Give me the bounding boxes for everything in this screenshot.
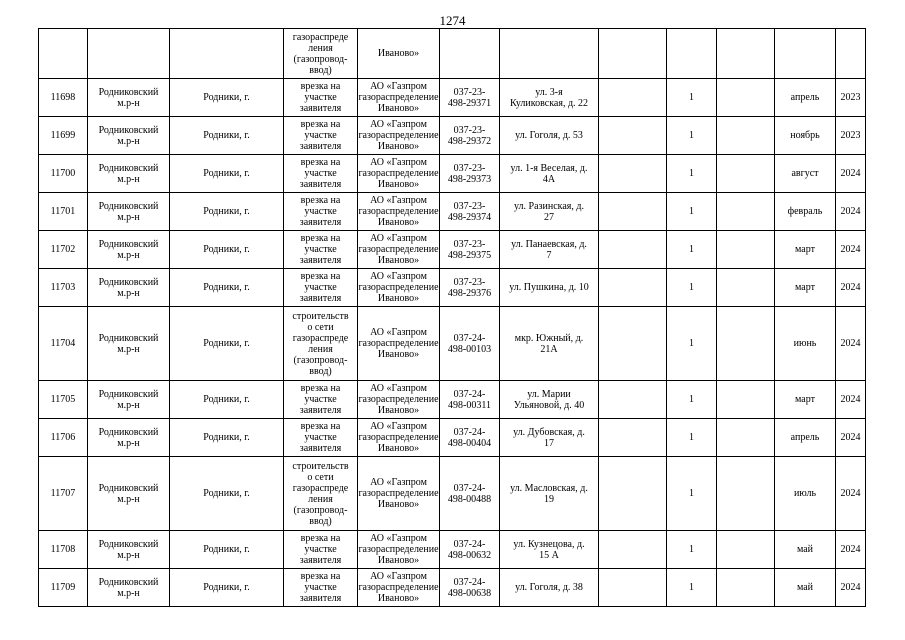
cell-locality xyxy=(170,569,284,607)
address-text: ул. Разинская, д. 27 xyxy=(514,200,584,223)
cell-num xyxy=(39,457,88,531)
cell-month xyxy=(775,531,836,569)
cell-code xyxy=(440,79,500,117)
organization-text: АО «Газпром газораспределение Иваново» xyxy=(358,327,439,360)
code-text: 037-23- 498-29371 xyxy=(447,86,492,109)
month-text: май xyxy=(796,582,814,593)
cell-organization xyxy=(358,155,440,193)
cell-code xyxy=(440,381,500,419)
code-text: 037-24- 498-00632 xyxy=(447,538,492,561)
cell-month xyxy=(775,193,836,231)
address-text: ул. 1-я Веселая, д. 4А xyxy=(510,162,588,185)
cell-num xyxy=(39,155,88,193)
cell-organization xyxy=(358,569,440,607)
code-text: 037-23- 498-29375 xyxy=(447,238,492,261)
cell-organization xyxy=(358,79,440,117)
cell-qty xyxy=(667,381,717,419)
year-text: 2024 xyxy=(840,488,861,499)
cell-organization xyxy=(358,29,440,79)
cell-year xyxy=(836,117,866,155)
cell-qty xyxy=(667,193,717,231)
cell-num xyxy=(39,569,88,607)
cell-district xyxy=(88,457,170,531)
year-text: 2024 xyxy=(840,168,861,179)
cell-year xyxy=(836,307,866,381)
cell-organization xyxy=(358,381,440,419)
cell-qty xyxy=(667,457,717,531)
cell-district xyxy=(88,117,170,155)
cell-empty xyxy=(599,117,667,155)
cell-organization xyxy=(358,457,440,531)
cell-district xyxy=(88,29,170,79)
table-row xyxy=(39,117,866,155)
cell-locality xyxy=(170,307,284,381)
cell-empty xyxy=(717,269,775,307)
cell-month xyxy=(775,307,836,381)
cell-year xyxy=(836,531,866,569)
cell-locality xyxy=(170,381,284,419)
registry-table xyxy=(38,28,866,607)
cell-work-type xyxy=(284,117,358,155)
cell-year xyxy=(836,457,866,531)
cell-empty xyxy=(717,193,775,231)
cell-month xyxy=(775,269,836,307)
work-type-text: врезка на участке заявителя xyxy=(299,421,342,454)
code-text: 037-24- 498-00103 xyxy=(447,332,492,355)
cell-code xyxy=(440,117,500,155)
cell-empty xyxy=(599,269,667,307)
month-text: август xyxy=(791,168,819,179)
num-text: 11702 xyxy=(50,244,76,255)
district-text: Родниковский м.р-н xyxy=(98,162,159,185)
month-text: март xyxy=(795,282,815,293)
work-type-text: врезка на участке заявителя xyxy=(299,233,342,266)
cell-work-type xyxy=(284,79,358,117)
district-text: Родниковский м.р-н xyxy=(98,388,159,411)
month-text: март xyxy=(795,244,815,255)
cell-locality xyxy=(170,531,284,569)
cell-num xyxy=(39,307,88,381)
address-text: ул. Масловская, д. 19 xyxy=(510,482,588,505)
cell-district xyxy=(88,569,170,607)
cell-organization xyxy=(358,531,440,569)
cell-empty xyxy=(599,419,667,457)
cell-district xyxy=(88,193,170,231)
cell-num xyxy=(39,193,88,231)
cell-month xyxy=(775,381,836,419)
district-text: Родниковский м.р-н xyxy=(98,576,159,599)
cell-month xyxy=(775,231,836,269)
cell-work-type xyxy=(284,193,358,231)
address-text: ул. Дубовская, д. 17 xyxy=(513,426,585,449)
district-text: Родниковский м.р-н xyxy=(98,276,159,299)
num-text: 11699 xyxy=(50,130,76,141)
cell-work-type xyxy=(284,269,358,307)
work-type-text: строительств о сети газораспреде ления (газопровод- ввод) xyxy=(292,310,349,377)
cell-district xyxy=(88,79,170,117)
year-text: 2024 xyxy=(840,338,861,349)
cell-qty xyxy=(667,419,717,457)
cell-work-type xyxy=(284,569,358,607)
cell-empty xyxy=(599,231,667,269)
cell-qty xyxy=(667,117,717,155)
cell-code xyxy=(440,419,500,457)
cell-qty xyxy=(667,569,717,607)
cell-year xyxy=(836,79,866,117)
cell-month xyxy=(775,117,836,155)
cell-empty xyxy=(717,117,775,155)
code-text: 037-24- 498-00311 xyxy=(448,388,491,411)
organization-text: АО «Газпром газораспределение Иваново» xyxy=(358,383,439,416)
table-row xyxy=(39,381,866,419)
locality-text: Родники, г. xyxy=(203,168,250,179)
cell-locality xyxy=(170,457,284,531)
qty-text: 1 xyxy=(689,544,694,555)
cell-num xyxy=(39,79,88,117)
district-text: Родниковский м.р-н xyxy=(98,238,159,261)
locality-text: Родники, г. xyxy=(203,394,250,405)
cell-num xyxy=(39,269,88,307)
organization-text: АО «Газпром газораспределение Иваново» xyxy=(358,533,439,566)
qty-text: 1 xyxy=(689,282,694,293)
cell-empty xyxy=(599,193,667,231)
page-number: 1274 xyxy=(439,13,466,28)
cell-num xyxy=(39,531,88,569)
table-row xyxy=(39,155,866,193)
cell-code xyxy=(440,231,500,269)
locality-text: Родники, г. xyxy=(203,282,250,293)
locality-text: Родники, г. xyxy=(203,582,250,593)
cell-address xyxy=(500,381,599,419)
cell-address xyxy=(500,231,599,269)
locality-text: Родники, г. xyxy=(203,338,250,349)
qty-text: 1 xyxy=(689,92,694,103)
cell-address xyxy=(500,193,599,231)
cell-locality xyxy=(170,155,284,193)
organization-text: Иваново» xyxy=(377,48,420,59)
table-row xyxy=(39,569,866,607)
cell-district xyxy=(88,231,170,269)
code-text: 037-23- 498-29376 xyxy=(447,276,492,299)
cell-address xyxy=(500,419,599,457)
work-type-text: врезка на участке заявителя xyxy=(299,81,342,114)
qty-text: 1 xyxy=(689,432,694,443)
district-text: Родниковский м.р-н xyxy=(98,124,159,147)
locality-text: Родники, г. xyxy=(203,544,250,555)
cell-month xyxy=(775,155,836,193)
cell-organization xyxy=(358,307,440,381)
cell-empty xyxy=(599,29,667,79)
cell-organization xyxy=(358,419,440,457)
cell-work-type xyxy=(284,531,358,569)
cell-empty xyxy=(717,457,775,531)
work-type-text: врезка на участке заявителя xyxy=(299,195,342,228)
num-text: 11704 xyxy=(50,338,76,349)
cell-empty xyxy=(717,29,775,79)
cell-code xyxy=(440,569,500,607)
table-row xyxy=(39,79,866,117)
cell-organization xyxy=(358,269,440,307)
cell-address xyxy=(500,569,599,607)
cell-work-type xyxy=(284,231,358,269)
code-text: 037-24- 498-00404 xyxy=(447,426,492,449)
cell-district xyxy=(88,381,170,419)
year-text: 2024 xyxy=(840,206,861,217)
cell-locality xyxy=(170,193,284,231)
cell-address xyxy=(500,269,599,307)
month-text: апрель xyxy=(790,432,820,443)
month-text: февраль xyxy=(787,206,823,217)
num-text: 11698 xyxy=(50,92,76,103)
work-type-text: врезка на участке заявителя xyxy=(299,383,342,416)
cell-empty xyxy=(599,381,667,419)
cell-address xyxy=(500,29,599,79)
table-row xyxy=(39,307,866,381)
locality-text: Родники, г. xyxy=(203,206,250,217)
cell-work-type xyxy=(284,457,358,531)
cell-work-type xyxy=(284,307,358,381)
locality-text: Родники, г. xyxy=(203,432,250,443)
address-text: ул. Пушкина, д. 10 xyxy=(509,282,589,293)
address-text: ул. Кузнецова, д. 15 А xyxy=(513,538,585,561)
organization-text: АО «Газпром газораспределение Иваново» xyxy=(358,571,439,604)
num-text: 11705 xyxy=(50,394,76,405)
code-text: 037-24- 498-00488 xyxy=(447,482,492,505)
cell-work-type xyxy=(284,381,358,419)
cell-year xyxy=(836,29,866,79)
code-text: 037-23- 498-29373 xyxy=(447,162,492,185)
month-text: март xyxy=(795,394,815,405)
address-text: ул. Гоголя, д. 53 xyxy=(515,130,583,141)
cell-num xyxy=(39,381,88,419)
cell-empty xyxy=(717,307,775,381)
table-row xyxy=(39,269,866,307)
cell-address xyxy=(500,155,599,193)
continuation-row xyxy=(39,29,866,79)
cell-qty xyxy=(667,231,717,269)
organization-text: АО «Газпром газораспределение Иваново» xyxy=(358,233,439,266)
cell-qty xyxy=(667,79,717,117)
cell-locality xyxy=(170,117,284,155)
table-row xyxy=(39,419,866,457)
cell-empty xyxy=(599,531,667,569)
year-text: 2024 xyxy=(840,582,861,593)
cell-organization xyxy=(358,193,440,231)
cell-month xyxy=(775,457,836,531)
cell-code xyxy=(440,193,500,231)
cell-locality xyxy=(170,231,284,269)
work-type-text: газораспреде ления (газопровод- ввод) xyxy=(292,31,349,76)
cell-locality xyxy=(170,419,284,457)
cell-work-type xyxy=(284,29,358,79)
organization-text: АО «Газпром газораспределение Иваново» xyxy=(358,195,439,228)
cell-empty xyxy=(717,79,775,117)
cell-num xyxy=(39,117,88,155)
cell-year xyxy=(836,269,866,307)
cell-qty xyxy=(667,269,717,307)
cell-code xyxy=(440,457,500,531)
cell-code xyxy=(440,307,500,381)
cell-code xyxy=(440,269,500,307)
cell-address xyxy=(500,307,599,381)
table-row xyxy=(39,531,866,569)
cell-district xyxy=(88,531,170,569)
table-row xyxy=(39,193,866,231)
qty-text: 1 xyxy=(689,394,694,405)
num-text: 11707 xyxy=(50,488,76,499)
cell-locality xyxy=(170,29,284,79)
qty-text: 1 xyxy=(689,582,694,593)
district-text: Родниковский м.р-н xyxy=(98,482,159,505)
cell-district xyxy=(88,155,170,193)
table-row xyxy=(39,457,866,531)
cell-code xyxy=(440,531,500,569)
work-type-text: врезка на участке заявителя xyxy=(299,119,342,152)
year-text: 2023 xyxy=(840,130,861,141)
month-text: май xyxy=(796,544,814,555)
cell-address xyxy=(500,531,599,569)
locality-text: Родники, г. xyxy=(203,244,250,255)
organization-text: АО «Газпром газораспределение Иваново» xyxy=(358,477,439,510)
month-text: ноябрь xyxy=(790,130,820,141)
cell-organization xyxy=(358,231,440,269)
month-text: апрель xyxy=(790,92,820,103)
cell-address xyxy=(500,457,599,531)
cell-num xyxy=(39,29,88,79)
qty-text: 1 xyxy=(689,168,694,179)
organization-text: АО «Газпром газораспределение Иваново» xyxy=(358,271,439,304)
cell-month xyxy=(775,419,836,457)
year-text: 2024 xyxy=(840,394,861,405)
work-type-text: врезка на участке заявителя xyxy=(299,271,342,304)
organization-text: АО «Газпром газораспределение Иваново» xyxy=(358,81,439,114)
district-text: Родниковский м.р-н xyxy=(98,426,159,449)
cell-work-type xyxy=(284,419,358,457)
organization-text: АО «Газпром газораспределение Иваново» xyxy=(358,421,439,454)
num-text: 11700 xyxy=(50,168,76,179)
cell-empty xyxy=(717,381,775,419)
cell-year xyxy=(836,155,866,193)
cell-num xyxy=(39,419,88,457)
cell-month xyxy=(775,569,836,607)
work-type-text: врезка на участке заявителя xyxy=(299,571,342,604)
district-text: Родниковский м.р-н xyxy=(98,332,159,355)
work-type-text: врезка на участке заявителя xyxy=(299,157,342,190)
address-text: ул. 3-я Куликовская, д. 22 xyxy=(509,86,589,109)
cell-organization xyxy=(358,117,440,155)
num-text: 11701 xyxy=(50,206,76,217)
cell-year xyxy=(836,569,866,607)
num-text: 11708 xyxy=(50,544,76,555)
cell-empty xyxy=(717,155,775,193)
num-text: 11703 xyxy=(50,282,76,293)
cell-year xyxy=(836,231,866,269)
cell-year xyxy=(836,419,866,457)
cell-month xyxy=(775,29,836,79)
code-text: 037-23- 498-29374 xyxy=(447,200,492,223)
cell-empty xyxy=(599,569,667,607)
cell-year xyxy=(836,193,866,231)
cell-qty xyxy=(667,307,717,381)
address-text: ул. Гоголя, д. 38 xyxy=(515,582,583,593)
year-text: 2023 xyxy=(840,92,861,103)
cell-district xyxy=(88,419,170,457)
cell-qty xyxy=(667,29,717,79)
work-type-text: врезка на участке заявителя xyxy=(299,533,342,566)
table-body xyxy=(39,29,866,607)
cell-address xyxy=(500,79,599,117)
cell-empty xyxy=(599,457,667,531)
qty-text: 1 xyxy=(689,130,694,141)
cell-empty xyxy=(717,569,775,607)
cell-code xyxy=(440,155,500,193)
district-text: Родниковский м.р-н xyxy=(98,86,159,109)
qty-text: 1 xyxy=(689,488,694,499)
num-text: 11706 xyxy=(50,432,76,443)
cell-locality xyxy=(170,79,284,117)
cell-district xyxy=(88,307,170,381)
cell-address xyxy=(500,117,599,155)
cell-empty xyxy=(599,155,667,193)
locality-text: Родники, г. xyxy=(203,488,250,499)
district-text: Родниковский м.р-н xyxy=(98,538,159,561)
code-text: 037-24- 498-00638 xyxy=(447,576,492,599)
cell-empty xyxy=(717,531,775,569)
qty-text: 1 xyxy=(689,338,694,349)
locality-text: Родники, г. xyxy=(203,92,250,103)
organization-text: АО «Газпром газораспределение Иваново» xyxy=(358,119,439,152)
cell-locality xyxy=(170,269,284,307)
cell-qty xyxy=(667,155,717,193)
year-text: 2024 xyxy=(840,544,861,555)
num-text: 11709 xyxy=(50,582,76,593)
year-text: 2024 xyxy=(840,282,861,293)
cell-empty xyxy=(599,79,667,117)
cell-qty xyxy=(667,531,717,569)
cell-code xyxy=(440,29,500,79)
cell-district xyxy=(88,269,170,307)
address-text: ул. Панаевская, д. 7 xyxy=(511,238,587,261)
code-text: 037-23- 498-29372 xyxy=(447,124,492,147)
qty-text: 1 xyxy=(689,206,694,217)
organization-text: АО «Газпром газораспределение Иваново» xyxy=(358,157,439,190)
cell-empty xyxy=(717,419,775,457)
work-type-text: строительств о сети газораспреде ления (газопровод- ввод) xyxy=(292,460,349,527)
cell-num xyxy=(39,231,88,269)
address-text: ул. Марии Ульяновой, д. 40 xyxy=(513,388,585,411)
year-text: 2024 xyxy=(840,432,861,443)
cell-work-type xyxy=(284,155,358,193)
cell-empty xyxy=(599,307,667,381)
locality-text: Родники, г. xyxy=(203,130,250,141)
month-text: июль xyxy=(793,488,817,499)
cell-year xyxy=(836,381,866,419)
month-text: июнь xyxy=(793,338,817,349)
cell-empty xyxy=(717,231,775,269)
year-text: 2024 xyxy=(840,244,861,255)
table-row xyxy=(39,231,866,269)
cell-month xyxy=(775,79,836,117)
qty-text: 1 xyxy=(689,244,694,255)
address-text: мкр. Южный, д. 21А xyxy=(514,332,584,355)
district-text: Родниковский м.р-н xyxy=(98,200,159,223)
